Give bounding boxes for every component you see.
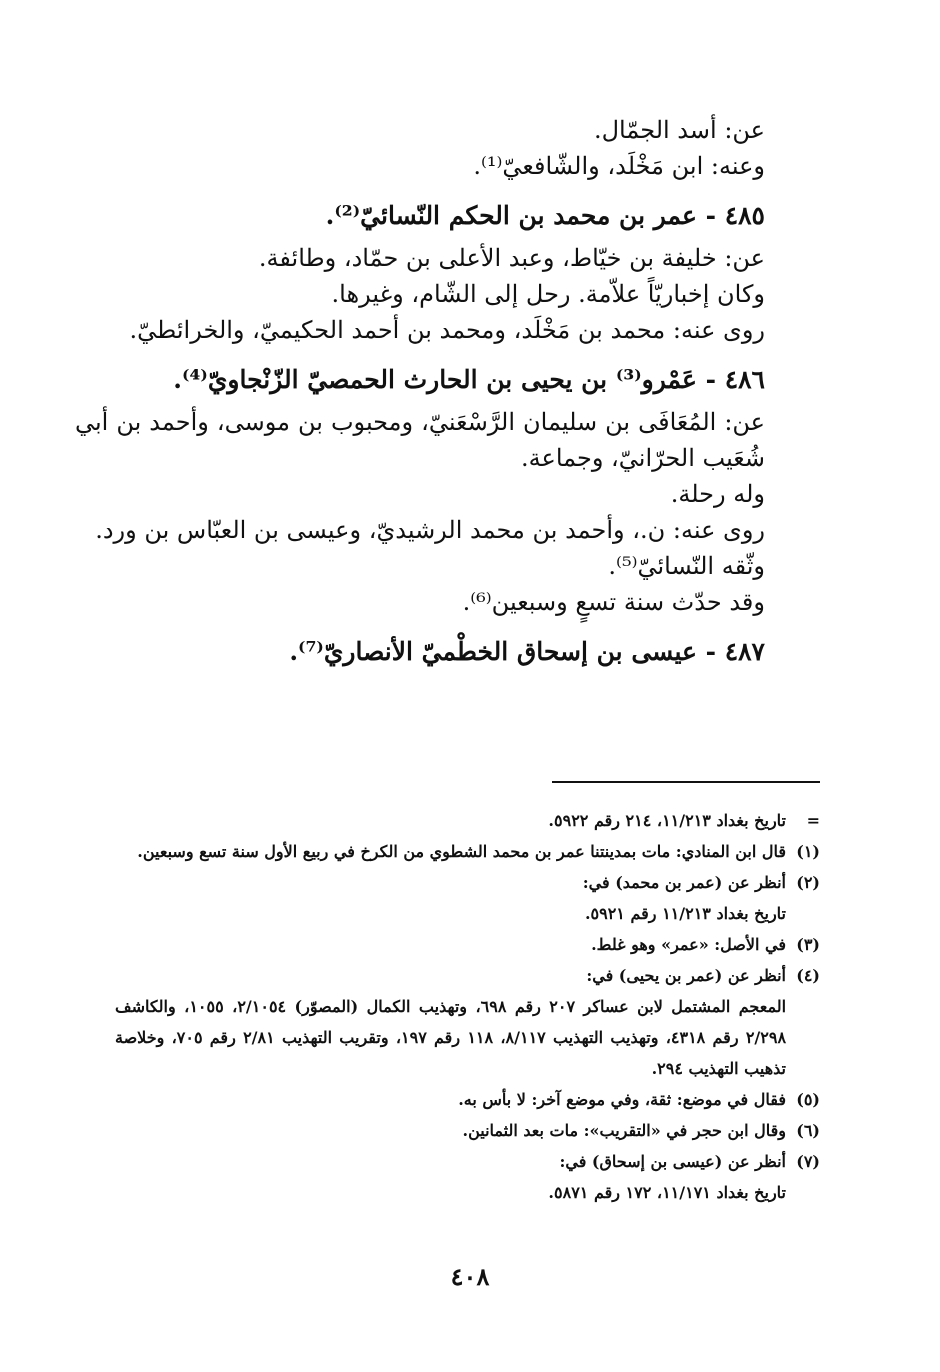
footnote-text: تاريخ بغداد ١١/١٧١، ١٧٢ رقم ٥٨٧١.	[548, 1183, 786, 1202]
footnote-text: المعجم المشتمل لابن عساكر ٢٠٧ رقم ٦٩٨، وتهذيب الكمال (المصوّر) ٢/١٠٥٤، ١٠٥٥، والكاشف ٢/٢٩٨ رقم ٤٣١٨، وتهذيب التهذيب ٨/١١٧، ١١٨ رقم ١٩٧، وتقريب التهذيب ٢/٨١ رقم ٧٠٥، وخلاصة تذهيب التهذيب ٢٩٤.	[115, 997, 787, 1078]
footnote-number: (٤)	[796, 966, 820, 985]
footnote	[115, 929, 820, 960]
footnote-text: فقال في موضع: ثقة، وفي موضع آخر: لا بأس به.	[458, 1090, 786, 1109]
text-line: روى عنه: ن.، وأحمد بن محمد الرشيديّ، وعيسى بن العبّاس بن ورد.	[95, 516, 765, 544]
footnote	[115, 1084, 820, 1115]
footnote	[115, 1146, 820, 1177]
footnote-number: =	[806, 811, 820, 830]
text-line: عن: خليفة بن خيّاط، وعبد الأعلى بن حمّاد، وطائفة.	[258, 244, 765, 272]
entry-heading-487: ٤٨٧ - عيسى بن إسحاق الخطْميّ الأنصاريّ⁽⁷⁾.	[289, 637, 765, 666]
text-line: وله رحلة.	[670, 480, 765, 508]
text-paragraph: عن: المُعَافَى بن سليمان الرَّسْعَنيّ، ومحبوب بن موسى، وأحمد بن أبي شُعَيب الحرّانيّ، وجماعة.	[75, 408, 765, 472]
footnote-text: تاريخ بغداد ١١/٢١٣، ٢١٤ رقم ٥٩٢٢.	[548, 811, 786, 830]
entry-heading-485: ٤٨٥ - عمر بن محمد بن الحكم النّسائيّ⁽²⁾.	[325, 201, 765, 230]
footnote-text: أنظر عن (عمر بن يحيى) في:	[586, 966, 786, 985]
footnote-text: تاريخ بغداد ١١/٢١٣ رقم ٥٩٢١.	[584, 904, 786, 923]
footnote-number: (١)	[796, 842, 820, 861]
footnote-number: (٧)	[796, 1152, 820, 1171]
footnote	[115, 991, 820, 1084]
footnote	[115, 867, 820, 898]
footnote	[115, 1115, 820, 1146]
footnote-number: (٦)	[796, 1121, 820, 1140]
page-number: ٤٠٨	[450, 1262, 490, 1291]
text-line: وقد حدّث سنة تسعٍ وسبعين⁽⁶⁾.	[462, 588, 765, 616]
text-line: وعنه: ابن مَخْلَد، والشّافعيّ⁽¹⁾.	[473, 152, 765, 180]
footnote-number: (٢)	[796, 873, 820, 892]
text-line: وثّقه النّسائيّ⁽⁵⁾.	[608, 552, 765, 580]
footnote-text: أنظر عن (عمر بن محمد) في:	[582, 873, 786, 892]
footnote	[115, 805, 820, 836]
footnote-text: في الأصل: «عمر» وهو غلط.	[591, 935, 786, 954]
text-line: عن: أسد الجمّال.	[593, 116, 765, 144]
footnotes	[115, 805, 820, 1208]
entry-heading-486: ٤٨٦ - عَمْرو⁽³⁾ بن يحيى بن الحارث الحمصيّ الزّنْجاويّ⁽⁴⁾.	[173, 365, 765, 394]
footnote	[115, 960, 820, 991]
footnote-text: قال ابن المنادي: مات بمدينتنا عمر بن محمد الشطوي من الكرخ في ربيع الأول سنة تسع وسبعين.	[137, 842, 786, 861]
footnote-divider	[552, 781, 820, 783]
footnote-text: أنظر عن (عيسى بن إسحاق) في:	[559, 1152, 786, 1171]
footnote-text: وقال ابن حجر في «التقريب»: مات بعد الثمانين.	[462, 1121, 786, 1140]
footnote-number	[786, 898, 820, 929]
footnote-number: (٣)	[796, 935, 820, 954]
footnote-number	[786, 1177, 820, 1208]
main-text	[75, 112, 765, 676]
footnote-number	[786, 991, 820, 1084]
footnote-number: (٥)	[796, 1090, 820, 1109]
footnote	[115, 836, 820, 867]
text-line: وكان إخباريّاً علاّمة. رحل إلى الشّام، وغيرها.	[331, 280, 765, 308]
footnote	[115, 898, 820, 929]
footnote	[115, 1177, 820, 1208]
text-line: روى عنه: محمد بن مَخْلَد، ومحمد بن أحمد الحكيميّ، والخرائطيّ.	[129, 316, 765, 344]
